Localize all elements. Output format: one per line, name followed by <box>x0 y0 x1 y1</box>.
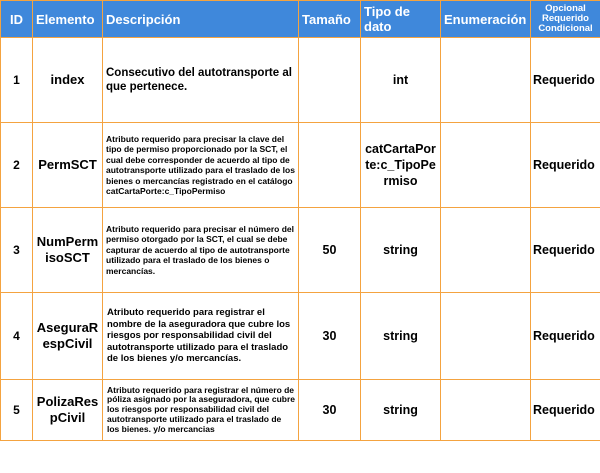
header-condicional-label: Condicional <box>538 23 593 34</box>
cell-descripcion: Atributo requerido para precisar el número del permiso otorgado por la SCT, el cual se debe capturar de acuerdo al tipo de autotransporte utilizado para el traslado de los bienes o mercancías. <box>103 208 299 293</box>
cell-requerido: Requerido <box>531 380 600 441</box>
cell-enumeracion <box>441 380 531 441</box>
header-row <box>1 1 600 38</box>
cell-enumeracion <box>441 293 531 380</box>
cell-enumeracion <box>441 208 531 293</box>
header-descripcion: Descripción <box>103 1 299 38</box>
table-row <box>1 293 600 380</box>
cell-elemento: PermSCT <box>33 123 103 208</box>
cell-tipo: catCartaPorte:c_TipoPermiso <box>361 123 441 208</box>
table-row <box>1 38 600 123</box>
table-row <box>1 123 600 208</box>
cell-elemento: PolizaRespCivil <box>33 380 103 441</box>
cell-tamano <box>299 38 361 123</box>
header-id: ID <box>1 1 33 38</box>
header-elemento: Elemento <box>33 1 103 38</box>
cell-requerido: Requerido <box>531 123 600 208</box>
cell-elemento: index <box>33 38 103 123</box>
cell-elemento: AseguraRespCivil <box>33 293 103 380</box>
cell-id: 1 <box>1 38 33 123</box>
cell-id: 2 <box>1 123 33 208</box>
cell-enumeracion <box>441 123 531 208</box>
cell-descripcion: Consecutivo del autotransporte al que pertenece. <box>103 38 299 123</box>
cell-requerido: Requerido <box>531 208 600 293</box>
header-enumeracion: Enumeración <box>441 1 531 38</box>
cell-id: 5 <box>1 380 33 441</box>
header-opcional-label: Opcional <box>545 3 586 14</box>
header-tamano: Tamaño <box>299 1 361 38</box>
header-requerido <box>531 1 600 38</box>
cell-enumeracion <box>441 38 531 123</box>
cell-tipo: int <box>361 38 441 123</box>
cell-tipo: string <box>361 380 441 441</box>
cell-tipo: string <box>361 208 441 293</box>
cell-tamano: 30 <box>299 380 361 441</box>
table-row <box>1 208 600 293</box>
cell-requerido: Requerido <box>531 38 600 123</box>
cell-requerido: Requerido <box>531 293 600 380</box>
cell-id: 3 <box>1 208 33 293</box>
cell-descripcion: Atributo requerido para registrar el número de póliza asignado por la aseguradora, que cubre los riesgos por responsabilidad civil del autotransporte utilizado para el traslado de los bienes. y/o mercancias <box>103 380 299 441</box>
cell-tipo: string <box>361 293 441 380</box>
table-row <box>1 380 600 441</box>
cell-id: 4 <box>1 293 33 380</box>
cell-descripcion: Atributo requerido para registrar el nombre de la aseguradora que cubre los riesgos por responsabilidad civil del autotransporte utilizado para el traslado de los bienes y/o mercancías. <box>103 293 299 380</box>
cell-tamano: 30 <box>299 293 361 380</box>
header-requerido-label: Requerido <box>542 13 589 24</box>
cell-descripcion: Atributo requerido para precisar la clave del tipo de permiso proporcionado por la SCT, el cual debe corresponder de acuerdo al tipo de autotransporte utilizado para el traslado de los bienes o mercancías registrado en el catálogo catCartaPorte:c_TipoPermiso <box>103 123 299 208</box>
header-tipo: Tipo de dato <box>361 1 441 38</box>
cell-elemento: NumPermisoSCT <box>33 208 103 293</box>
cell-tamano <box>299 123 361 208</box>
cell-tamano: 50 <box>299 208 361 293</box>
